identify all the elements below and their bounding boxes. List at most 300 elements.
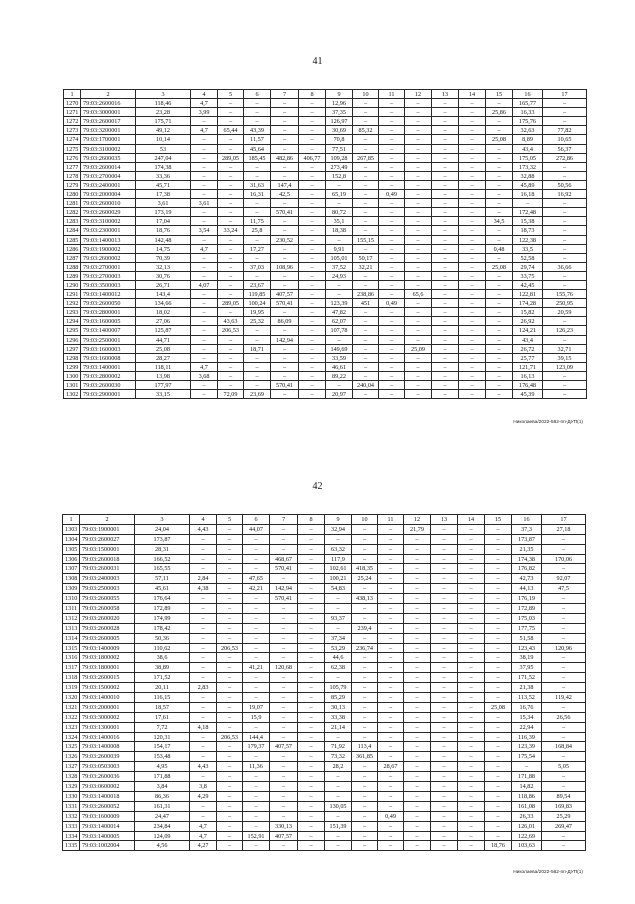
table-cell: – [190, 634, 217, 644]
table-cell: 1303 [63, 525, 80, 535]
column-header: 6 [243, 515, 270, 525]
table-cell: 116,15 [135, 693, 190, 703]
table-cell: – [405, 172, 432, 181]
table-cell: 123,39 [512, 742, 542, 752]
table-cell: – [458, 772, 485, 782]
table-cell: – [270, 644, 298, 654]
table-cell: – [244, 363, 271, 372]
table-cell: – [542, 624, 586, 634]
table-cell: – [543, 117, 587, 126]
table-cell: – [353, 99, 379, 108]
table-cell: – [378, 703, 404, 713]
table-cell: – [271, 199, 299, 208]
table-cell: 4,7 [191, 245, 218, 254]
table-cell: 239,4 [352, 624, 378, 634]
table-cell: 79:03:3100002 [81, 145, 136, 154]
table-cell: 25,8 [244, 226, 271, 235]
table-cell: – [458, 693, 485, 703]
table-cell: – [243, 564, 270, 574]
table-cell: – [405, 99, 432, 108]
table-cell: – [431, 594, 458, 604]
table-cell: – [218, 108, 244, 117]
table-cell: – [190, 802, 217, 812]
table-cell: – [271, 345, 299, 354]
table-cell: – [405, 117, 432, 126]
table-cell: – [485, 693, 512, 703]
table-cell: – [326, 290, 353, 299]
table-row [64, 363, 587, 372]
table-cell: – [191, 181, 218, 190]
table-cell: 11,57 [244, 135, 271, 144]
table-cell: 25,86 [486, 108, 513, 117]
table-cell: 1304 [63, 535, 80, 545]
table-cell: 43,4 [513, 336, 543, 345]
table-cell: 230,52 [271, 236, 299, 245]
table-cell: 143,4 [136, 290, 191, 299]
table-cell: – [299, 390, 326, 399]
table-cell: 7,72 [135, 723, 190, 733]
table-cell: – [378, 574, 404, 584]
table-cell: – [404, 812, 431, 822]
table-cell: 79:03:2800001 [81, 308, 136, 317]
table-cell: 175,54 [512, 752, 542, 762]
table-cell: – [217, 752, 243, 762]
table-cell: 28,27 [136, 354, 191, 363]
table-cell: 25,77 [513, 354, 543, 363]
table-cell: – [378, 802, 404, 812]
table-cell: – [459, 336, 486, 345]
table-cell: – [190, 644, 217, 654]
table-cell: 18,71 [244, 345, 271, 354]
table-cell: – [405, 390, 432, 399]
table-cell: – [458, 644, 485, 654]
table-cell: – [353, 199, 379, 208]
table-cell: – [458, 525, 485, 535]
table-cell: – [404, 634, 431, 644]
table-cell: – [270, 574, 298, 584]
table-cell: – [299, 336, 326, 345]
table-cell: 79:03:1600003 [81, 345, 136, 354]
table-cell: – [542, 604, 586, 614]
table-cell: 79:03:2700004 [81, 172, 136, 181]
table-cell: – [270, 782, 298, 792]
table-cell: – [271, 163, 299, 172]
table-cell: – [404, 653, 431, 663]
table-cell: 173,87 [135, 535, 190, 545]
table-cell: 22,94 [512, 723, 542, 733]
table-cell: – [458, 653, 485, 663]
table-cell: 54,83 [325, 584, 352, 594]
table-cell: – [432, 336, 459, 345]
table-cell: 361,85 [352, 752, 378, 762]
table-cell: – [459, 99, 486, 108]
table-cell: – [352, 693, 378, 703]
table-cell: 142,48 [136, 236, 191, 245]
table-row [64, 145, 587, 154]
table-cell: – [379, 208, 405, 217]
table-cell: – [353, 317, 379, 326]
table-cell: 79:03:2600002 [81, 254, 136, 263]
table-cell: – [405, 272, 432, 281]
table-cell: 4,07 [191, 281, 218, 290]
table-cell: – [486, 145, 513, 154]
table-cell: 4,18 [190, 723, 217, 733]
table-cell: – [271, 245, 299, 254]
table-cell: – [298, 683, 325, 693]
table-cell: – [432, 226, 459, 235]
table-cell: – [458, 663, 485, 673]
table-cell: 1325 [63, 742, 80, 752]
table-cell: – [431, 564, 458, 574]
table-cell: 1272 [64, 117, 81, 126]
table-cell: 11,36 [243, 762, 270, 772]
table-cell: 1292 [64, 299, 81, 308]
table-cell: – [298, 723, 325, 733]
table-cell: – [542, 782, 586, 792]
table-cell: – [405, 217, 432, 226]
table-cell: 43,39 [244, 126, 271, 135]
table-cell: – [485, 683, 512, 693]
table-cell: 79:03:2600052 [80, 802, 135, 812]
table-cell: – [243, 782, 270, 792]
table-cell: – [459, 345, 486, 354]
table-cell: 1331 [63, 802, 80, 812]
table-cell: – [298, 525, 325, 535]
table-cell: 1270 [64, 99, 81, 108]
table-cell: – [218, 336, 244, 345]
table-cell: – [353, 363, 379, 372]
table-row [63, 841, 586, 851]
table-cell: – [542, 772, 586, 782]
table-cell: – [299, 354, 326, 363]
table-cell: – [405, 363, 432, 372]
table-cell: – [325, 604, 352, 614]
table-cell: – [217, 555, 243, 565]
table-cell: – [353, 172, 379, 181]
table-row [63, 634, 586, 644]
table-cell: – [485, 742, 512, 752]
table-cell: 125,87 [136, 326, 191, 335]
table-cell: – [404, 822, 431, 832]
table-cell: – [459, 263, 486, 272]
table-cell: 42,5 [271, 190, 299, 199]
table-cell: – [191, 354, 218, 363]
table-cell: 147,4 [271, 181, 299, 190]
table-cell: 32,21 [353, 263, 379, 272]
table-cell: – [404, 703, 431, 713]
table-row [64, 254, 587, 263]
column-header: 3 [136, 90, 191, 99]
table-cell: 144,4 [243, 733, 270, 743]
table-cell: – [270, 673, 298, 683]
table-cell: – [432, 372, 459, 381]
table-cell: 175,03 [512, 614, 542, 624]
table-cell: – [298, 535, 325, 545]
table-cell: 24,04 [135, 525, 190, 535]
table-cell: – [299, 245, 326, 254]
table-cell: – [485, 624, 512, 634]
table-row [64, 354, 587, 363]
table-cell: – [244, 99, 271, 108]
table-cell: 1285 [64, 236, 81, 245]
table-cell: 45,89 [513, 181, 543, 190]
table-cell: – [404, 673, 431, 683]
table-cell: 173,32 [513, 163, 543, 172]
table-cell: – [431, 604, 458, 614]
table-cell: 79:03:1400001 [81, 363, 136, 372]
table-cell: – [325, 841, 352, 851]
table-cell: – [298, 772, 325, 782]
table-cell: 330,13 [270, 822, 298, 832]
table-cell: 51,58 [512, 634, 542, 644]
table-cell: – [431, 555, 458, 565]
table-cell: – [459, 217, 486, 226]
table-cell: – [459, 226, 486, 235]
table-cell: – [244, 108, 271, 117]
table-cell: – [404, 683, 431, 693]
table-cell: – [190, 812, 217, 822]
table-cell: 407,57 [270, 742, 298, 752]
table-cell: – [432, 281, 459, 290]
table-cell: 45,61 [135, 584, 190, 594]
table-cell: 118,46 [136, 99, 191, 108]
table-cell: 45,64 [244, 145, 271, 154]
table-cell: – [542, 841, 586, 851]
document-page-42 [0, 452, 635, 904]
table-row [63, 574, 586, 584]
table-cell: 28,31 [135, 545, 190, 555]
table-cell: – [352, 832, 378, 842]
table-cell: 79:03:2600055 [80, 594, 135, 604]
table-cell: – [431, 762, 458, 772]
table-cell: – [299, 236, 326, 245]
table-cell: – [405, 281, 432, 290]
table-cell: – [217, 742, 243, 752]
table-row [63, 594, 586, 604]
table-cell: – [352, 604, 378, 614]
table-cell: 80,72 [326, 208, 353, 217]
table-cell: – [379, 272, 405, 281]
table-cell: – [431, 782, 458, 792]
table-cell: 79:03:0600002 [80, 782, 135, 792]
column-header: 2 [81, 90, 136, 99]
table-cell: – [191, 208, 218, 217]
table-cell: 1279 [64, 181, 81, 190]
table-cell: 25,29 [542, 812, 586, 822]
table-row [64, 99, 587, 108]
table-cell: – [432, 145, 459, 154]
table-cell: – [218, 281, 244, 290]
table-cell: 165,77 [513, 99, 543, 108]
table-row [63, 742, 586, 752]
table-row [64, 236, 587, 245]
table-row [63, 792, 586, 802]
table-cell: – [404, 772, 431, 782]
table-cell: 1281 [64, 199, 81, 208]
table-cell: – [485, 822, 512, 832]
table-cell: 79:03:2500001 [81, 336, 136, 345]
table-cell: – [353, 181, 379, 190]
table-cell: – [379, 290, 405, 299]
table-row [63, 832, 586, 842]
table-cell: – [404, 535, 431, 545]
table-cell: – [486, 317, 513, 326]
table-row [64, 345, 587, 354]
table-cell: 3,8 [190, 782, 217, 792]
table-cell: – [299, 299, 326, 308]
table-cell: 24,93 [326, 272, 353, 281]
table-cell: – [243, 624, 270, 634]
table-cell: – [404, 841, 431, 851]
table-cell: 79:03:2600029 [81, 208, 136, 217]
table-cell: 570,41 [271, 208, 299, 217]
table-cell: – [459, 199, 486, 208]
table-cell: – [326, 281, 353, 290]
table-cell: 42,73 [512, 574, 542, 584]
table-cell: 27,06 [136, 317, 191, 326]
table-cell: 47,82 [326, 308, 353, 317]
table-cell: – [298, 545, 325, 555]
table-cell: – [542, 535, 586, 545]
table-cell: – [190, 733, 217, 743]
table-cell: – [405, 226, 432, 235]
table-cell: – [486, 163, 513, 172]
table-cell: – [458, 545, 485, 555]
table-cell: – [191, 254, 218, 263]
table-cell: – [405, 154, 432, 163]
table-cell: – [299, 226, 326, 235]
table-cell: 10,65 [543, 135, 587, 144]
table-cell: – [485, 555, 512, 565]
table-cell: – [244, 117, 271, 126]
table-cell: 1280 [64, 190, 81, 199]
table-cell: 33,15 [136, 390, 191, 399]
table-cell: – [298, 762, 325, 772]
table-cell: – [299, 372, 326, 381]
table-cell: – [432, 381, 459, 390]
table-cell: – [353, 345, 379, 354]
table-cell: – [298, 752, 325, 762]
table-cell: 172,89 [512, 604, 542, 614]
table-cell: – [485, 782, 512, 792]
column-header: 15 [485, 515, 512, 525]
table-cell: – [404, 564, 431, 574]
table-cell: – [542, 723, 586, 733]
table-cell: 161,31 [135, 802, 190, 812]
table-cell: 12,96 [326, 99, 353, 108]
table-cell: 79:03:2500003 [80, 584, 135, 594]
table-cell: 79:03:2600005 [80, 634, 135, 644]
table-cell: – [299, 99, 326, 108]
table-cell: – [379, 354, 405, 363]
table-cell: – [543, 390, 587, 399]
table-cell: 79:03:2600035 [81, 154, 136, 163]
table-cell: – [486, 345, 513, 354]
table-cell: 56,37 [543, 145, 587, 154]
table-cell: 79:03:2400003 [80, 574, 135, 584]
table-cell: 1273 [64, 126, 81, 135]
table-cell: – [352, 733, 378, 743]
table-cell: – [512, 762, 542, 772]
table-cell: – [543, 172, 587, 181]
column-header: 12 [404, 515, 431, 525]
column-header: 16 [513, 90, 543, 99]
table-cell: 1330 [63, 792, 80, 802]
table-cell: 79:03:3500003 [81, 281, 136, 290]
document-footer-code: Николаева/2022-562-пп-ДУП(1) [513, 420, 583, 425]
table-row [63, 644, 586, 654]
table-cell: – [378, 525, 404, 535]
table-cell: 10,14 [136, 135, 191, 144]
table-cell: 418,35 [352, 564, 378, 574]
table-cell: 18,76 [136, 226, 191, 235]
table-cell: – [271, 363, 299, 372]
column-header: 2 [80, 515, 135, 525]
table-cell: – [217, 772, 243, 782]
table-cell: – [190, 545, 217, 555]
column-header: 17 [543, 90, 587, 99]
table-cell: 1316 [63, 653, 80, 663]
table-cell: 108,96 [271, 263, 299, 272]
table-cell: – [244, 381, 271, 390]
table-cell: – [486, 272, 513, 281]
table-cell: – [459, 108, 486, 117]
table-cell: 63,32 [325, 545, 352, 555]
table-cell: 123,39 [326, 299, 353, 308]
table-cell: – [270, 703, 298, 713]
table-cell: – [378, 594, 404, 604]
table-cell: – [431, 832, 458, 842]
table-cell: – [218, 117, 244, 126]
table-cell: – [486, 117, 513, 126]
table-cell: – [405, 135, 432, 144]
table-cell: – [459, 317, 486, 326]
table-cell: – [378, 742, 404, 752]
table-cell: – [353, 354, 379, 363]
table-cell: – [190, 614, 217, 624]
table-cell: – [217, 713, 243, 723]
table-row [64, 135, 587, 144]
table-cell: – [432, 317, 459, 326]
table-cell: – [352, 673, 378, 683]
table-cell: 170,06 [542, 555, 586, 565]
table-cell: 171,88 [512, 772, 542, 782]
table-cell: – [299, 345, 326, 354]
table-cell: – [218, 99, 244, 108]
table-cell: 124,09 [135, 832, 190, 842]
table-cell: 30,69 [326, 126, 353, 135]
table-cell: 33,75 [513, 272, 543, 281]
table-cell: – [218, 308, 244, 317]
table-cell: 20,97 [326, 390, 353, 399]
table-cell: 122,69 [512, 832, 542, 842]
table-cell: – [485, 733, 512, 743]
table-cell: 1310 [63, 594, 80, 604]
table-cell: 70,39 [136, 254, 191, 263]
table-cell: – [299, 381, 326, 390]
table-row [64, 281, 587, 290]
table-cell: – [432, 263, 459, 272]
table-cell: – [485, 673, 512, 683]
table-cell: 79:03:1700001 [81, 135, 136, 144]
table-cell: – [271, 117, 299, 126]
table-cell: 79:03:1900002 [81, 245, 136, 254]
table-cell: 100,24 [244, 299, 271, 308]
table-cell: 20,11 [135, 683, 190, 693]
table-cell: – [543, 208, 587, 217]
table-cell: – [432, 299, 459, 308]
table-cell: – [271, 226, 299, 235]
